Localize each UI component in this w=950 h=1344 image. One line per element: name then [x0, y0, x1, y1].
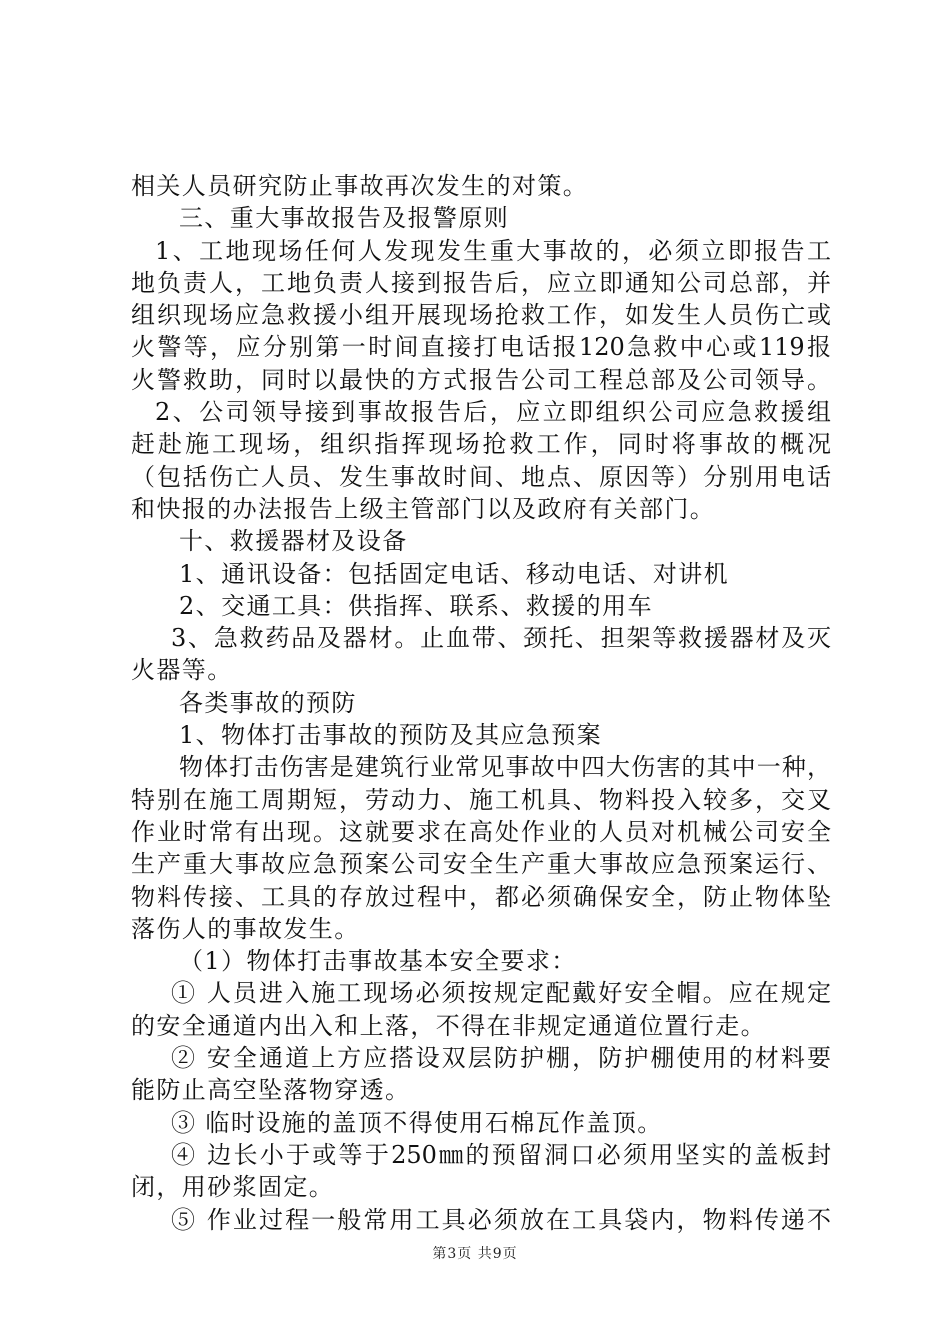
- text-line: 火警等，应分别第一时间直接打电话报120急救中心或119报: [131, 333, 831, 362]
- text-line: ① 人员进入施工现场必须按规定配戴好安全帽。应在规定: [171, 979, 831, 1008]
- text-line: 物体打击伤害是建筑行业常见事故中四大伤害的其中一种，: [179, 753, 831, 782]
- text-line: ③ 临时设施的盖顶不得使用石棉瓦作盖顶。: [171, 1108, 663, 1137]
- text-line: （包括伤亡人员、发生事故时间、地点、原因等）分别用电话: [131, 462, 831, 491]
- text-line: 1、工地现场任何人发现发生重大事故的，必须立即报告工: [155, 236, 831, 265]
- section-heading: 三、重大事故报告及报警原则: [179, 204, 510, 233]
- text-line: ④ 边长小于或等于250㎜的预留洞口必须用坚实的盖板封: [171, 1140, 831, 1169]
- text-line: 物料传接、工具的存放过程中，都必须确保安全，防止物体坠: [131, 882, 831, 911]
- text-line: 作业时常有出现。这就要求在高处作业的人员对机械公司安全: [131, 817, 831, 846]
- text-line: 特别在施工周期短，劳动力、施工机具、物料投入较多，交叉: [131, 785, 831, 814]
- page-number-footer: 第3页 共9页: [432, 1246, 518, 1262]
- text-line: 火警救助，同时以最快的方式报告公司工程总部及公司领导。: [131, 365, 831, 394]
- text-line: 相关人员研究防止事故再次发生的对策。: [131, 172, 589, 200]
- text-line: 闭，用砂浆固定。: [131, 1173, 335, 1202]
- section-heading: 各类事故的预防: [179, 688, 357, 717]
- subsection-heading: （1）物体打击事故基本安全要求：: [179, 947, 577, 976]
- text-line: 落伤人的事故发生。: [131, 914, 360, 943]
- section-heading: 十、救援器材及设备: [179, 527, 408, 556]
- text-line: ⑤ 作业过程一般常用工具必须放在工具袋内，物料传递不: [171, 1205, 831, 1234]
- text-line: ② 安全通道上方应搭设双层防护棚，防护棚使用的材料要: [171, 1044, 831, 1073]
- text-line: 地负责人，工地负责人接到报告后，应立即通知公司总部，并: [131, 268, 831, 297]
- text-line: 1、通讯设备：包括固定电话、移动电话、对讲机: [179, 559, 730, 588]
- text-line: 2、交通工具：供指挥、联系、救援的用车: [179, 591, 653, 620]
- text-line: 和快报的办法报告上级主管部门以及政府有关部门。: [131, 494, 716, 523]
- text-line: 的安全通道内出入和上落，不得在非规定通道位置行走。: [131, 1011, 766, 1040]
- text-line: 3、急救药品及器材。止血带、颈托、担架等救援器材及灭: [171, 624, 831, 653]
- text-line: 火器等。: [131, 656, 233, 685]
- document-body: [131, 170, 831, 1236]
- subsection-heading: 1、物体打击事故的预防及其应急预案: [179, 721, 603, 750]
- text-line: 2、公司领导接到事故报告后，应立即组织公司应急救援组: [155, 398, 831, 427]
- text-line: 赶赴施工现场，组织指挥现场抢救工作，同时将事故的概况: [131, 430, 831, 459]
- text-line: 生产重大事故应急预案公司安全生产重大事故应急预案运行、: [131, 850, 831, 879]
- text-line: 能防止高空坠落物穿透。: [131, 1076, 411, 1105]
- text-line: 组织现场应急救援小组开展现场抢救工作，如发生人员伤亡或: [131, 301, 831, 330]
